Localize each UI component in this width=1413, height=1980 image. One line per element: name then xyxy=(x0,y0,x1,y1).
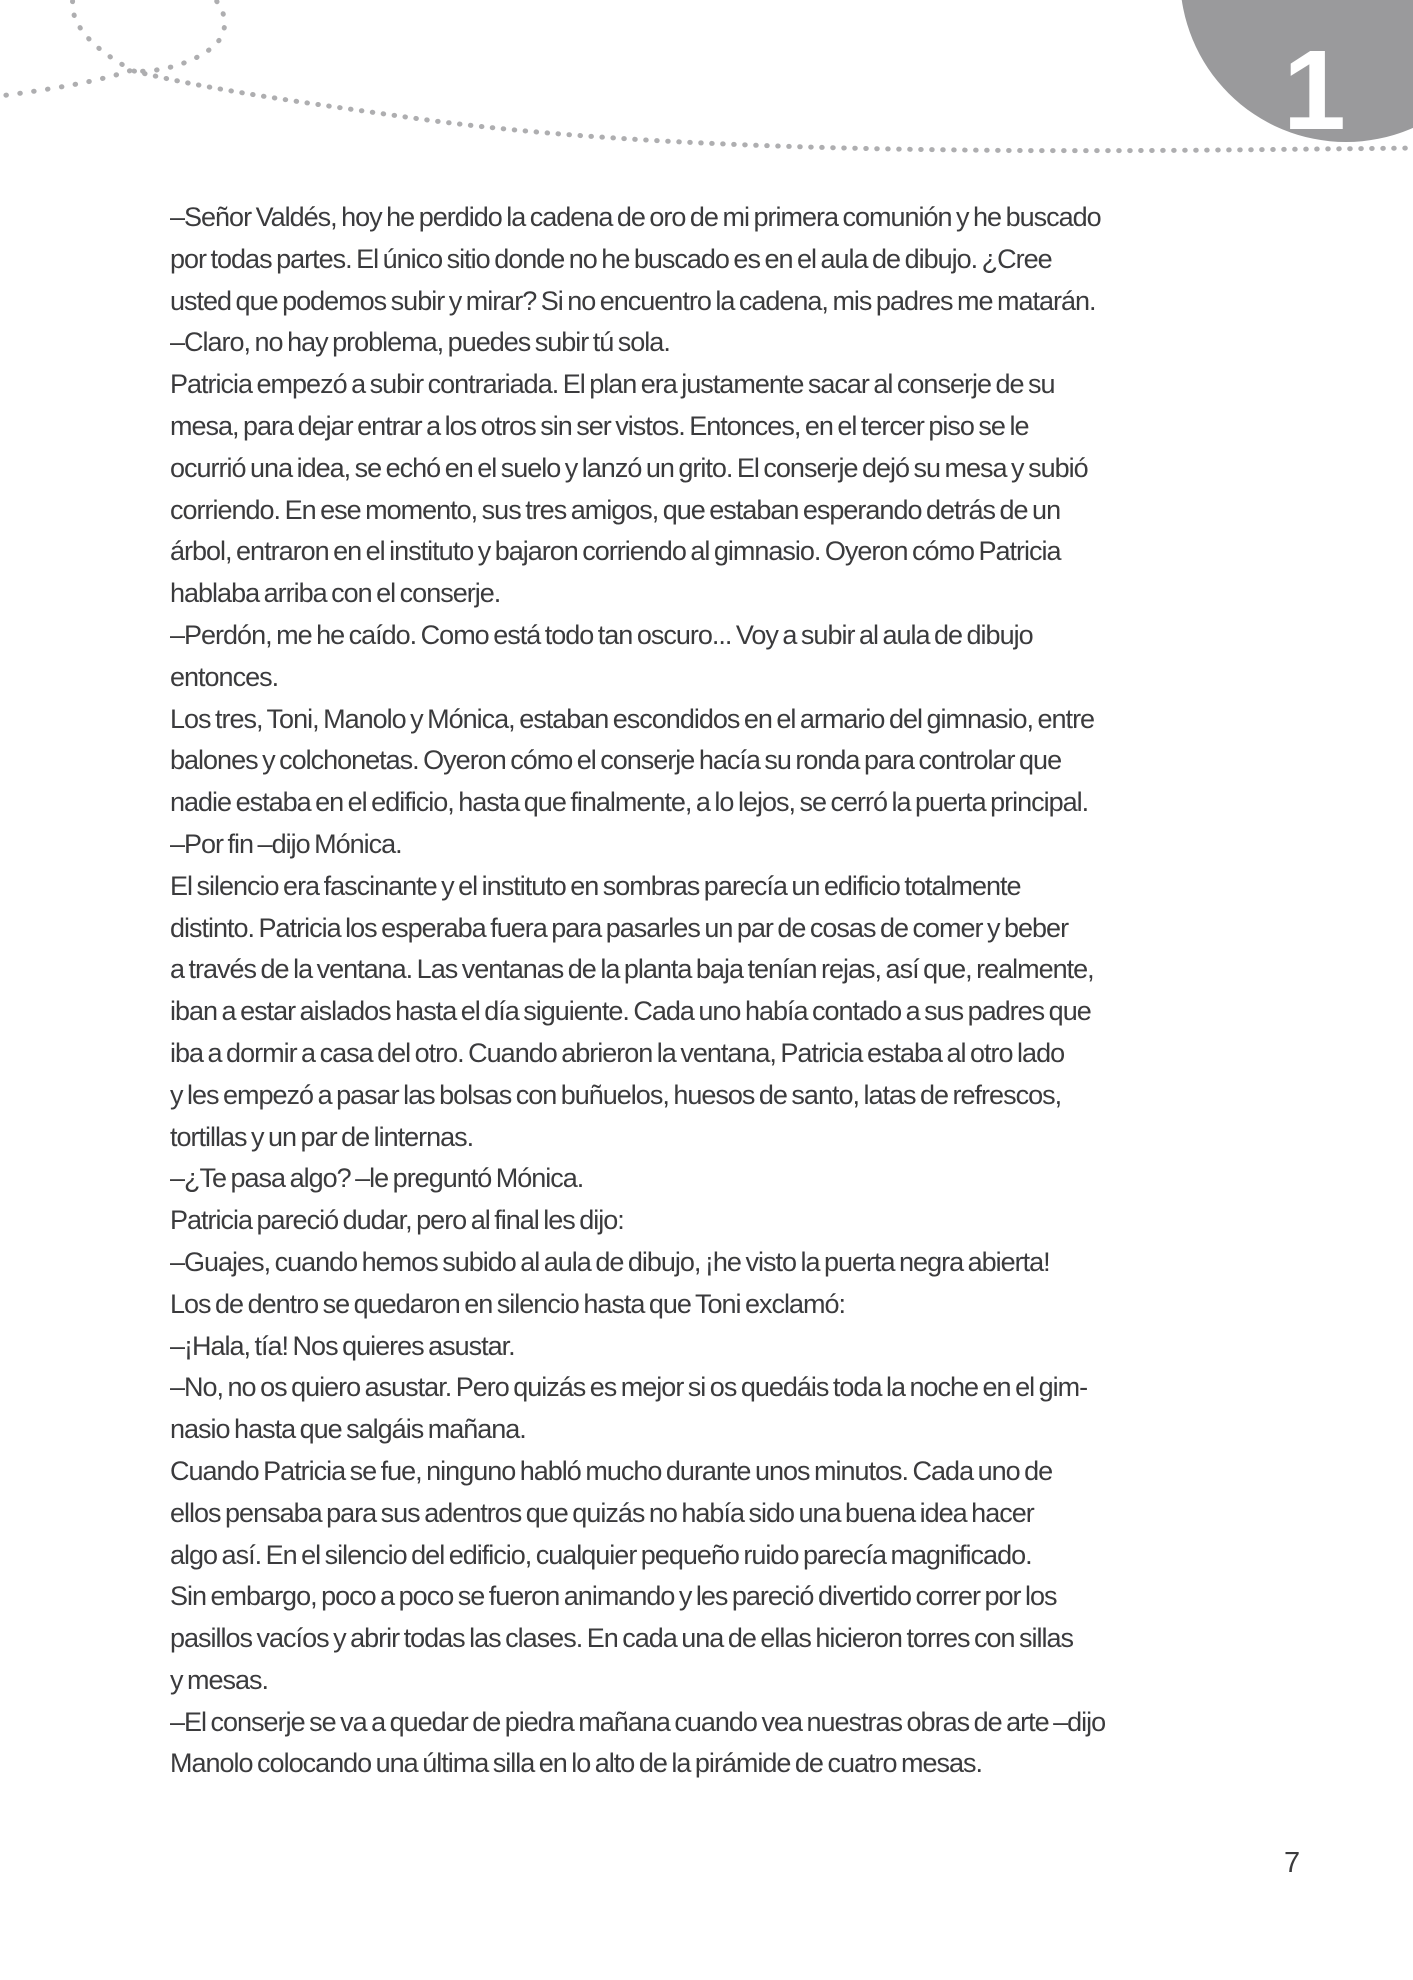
text-line: Sin embargo, poco a poco se fueron animando y les pareció divertido correr por los xyxy=(170,1581,1057,1612)
text-line: pasillos vacíos y abrir todas las clases. En cada una de ellas hicieron torres con sillas xyxy=(170,1623,1074,1654)
text-line: balones y colchonetas. Oyeron cómo el conserje hacía su ronda para controlar que xyxy=(170,745,1062,776)
text-line: tortillas y un par de linternas. xyxy=(170,1121,474,1152)
reading-passage xyxy=(170,197,1105,1785)
text-line: Los tres, Toni, Manolo y Mónica, estaban escondidos en el armario del gimnasio, entre xyxy=(170,703,1095,734)
text-line: El silencio era fascinante y el instituto en sombras parecía un edificio totalmente xyxy=(170,870,1021,901)
text-line: iban a estar aislados hasta el día siguiente. Cada uno había contado a sus padres que xyxy=(170,996,1091,1027)
text-line: –Señor Valdés, hoy he perdido la cadena de oro de mi primera comunión y he buscado xyxy=(170,202,1101,232)
text-line: Los de dentro se quedaron en silencio hasta que Toni exclamó: xyxy=(170,1288,846,1319)
text-line: iba a dormir a casa del otro. Cuando abrieron la ventana, Patricia estaba al otro lado xyxy=(170,1037,1065,1068)
text-line: nasio hasta que salgáis mañana. xyxy=(170,1414,526,1445)
text-line: Cuando Patricia se fue, ninguno habló mucho durante unos minutos. Cada uno de xyxy=(170,1455,1053,1486)
text-line: –¡Hala, tía! Nos quieres asustar. xyxy=(170,1330,515,1361)
text-line: mesa, para dejar entrar a los otros sin ser vistos. Entonces, en el tercer piso se le xyxy=(170,410,1029,441)
text-line: ellos pensaba para sus adentros que quizás no había sido una buena idea hacer xyxy=(170,1497,1034,1528)
text-line: Patricia empezó a subir contrariada. El plan era justamente sacar al conserje de su xyxy=(170,369,1055,400)
text-line: a través de la ventana. Las ventanas de la planta baja tenían rejas, así que, realmente, xyxy=(170,954,1094,985)
text-line: usted que podemos subir y mirar? Si no encuentro la cadena, mis padres me matarán. xyxy=(170,285,1096,316)
text-line: corriendo. En ese momento, sus tres amigos, que estaban esperando detrás de un xyxy=(170,494,1061,525)
text-line: –Claro, no hay problema, puedes subir tú sola. xyxy=(170,327,670,358)
text-line: –¿Te pasa algo? –le preguntó Mónica. xyxy=(170,1163,584,1194)
text-line: ocurrió una idea, se echó en el suelo y lanzó un grito. El conserje dejó su mesa y subió xyxy=(170,452,1088,483)
text-line: Patricia pareció dudar, pero al final les dijo: xyxy=(170,1205,624,1236)
dotted-loop-path xyxy=(0,0,225,97)
text-line: árbol, entraron en el instituto y bajaron corriendo al gimnasio. Oyeron cómo Patricia xyxy=(170,536,1061,567)
text-line: entonces. xyxy=(170,661,279,692)
text-line: –No, no os quiero asustar. Pero quizás es mejor si os quedáis toda la noche en el gim- xyxy=(170,1372,1088,1403)
text-line: –Perdón, me he caído. Como está todo tan oscuro... Voy a subir al aula de dibujo xyxy=(170,619,1033,650)
text-line: por todas partes. El único sitio donde no he buscado es en el aula de dibujo. ¿Cree xyxy=(170,243,1052,274)
text-line: Manolo colocando una última silla en lo alto de la pirámide de cuatro mesas. xyxy=(170,1748,983,1779)
text-line: –El conserje se va a quedar de piedra mañana cuando vea nuestras obras de arte –dijo xyxy=(170,1706,1106,1737)
chapter-number: 1 xyxy=(1283,27,1344,153)
text-line: algo así. En el silencio del edificio, cualquier pequeño ruido parecía magnificado. xyxy=(170,1539,1032,1570)
chapter-number-badge xyxy=(1180,0,1413,153)
text-line: –Guajes, cuando hemos subido al aula de dibujo, ¡he visto la puerta negra abierta! xyxy=(170,1246,1050,1277)
text-line: –Por fin –dijo Mónica. xyxy=(170,828,402,859)
text-line: distinto. Patricia los esperaba fuera para pasarles un par de cosas de comer y beber xyxy=(170,912,1069,943)
text-line: y mesas. xyxy=(170,1664,269,1695)
text-line: hablaba arriba con el conserje. xyxy=(170,578,501,609)
text-line: nadie estaba en el edificio, hasta que finalmente, a lo lejos, se cerró la puerta principal. xyxy=(170,787,1089,818)
page-number: 7 xyxy=(1284,1847,1301,1879)
text-line: y les empezó a pasar las bolsas con buñuelos, huesos de santo, latas de refrescos, xyxy=(170,1079,1062,1110)
